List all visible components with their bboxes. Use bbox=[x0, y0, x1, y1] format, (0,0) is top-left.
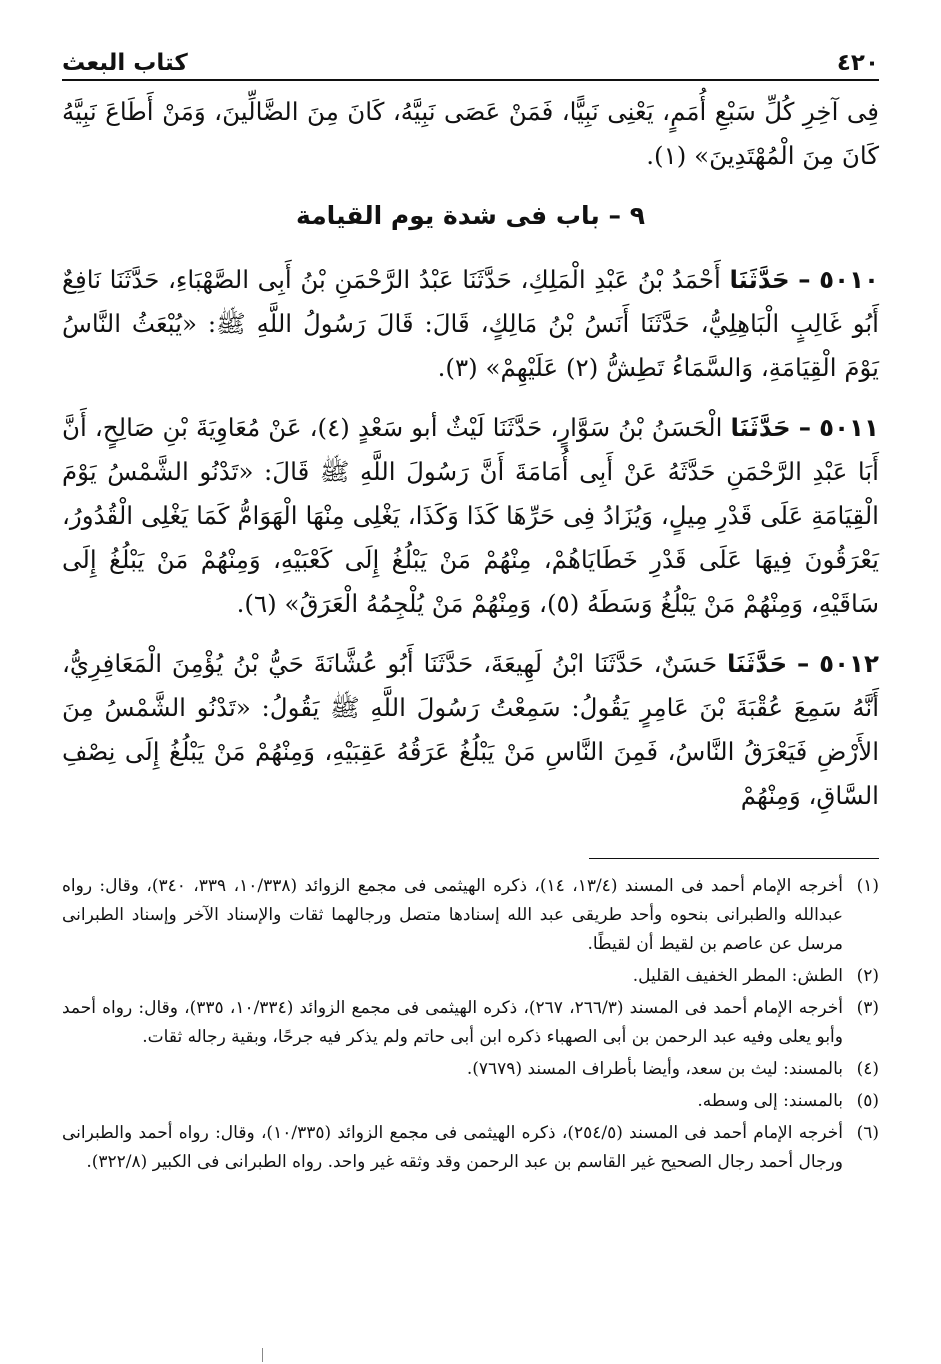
footnote-number: (٢) bbox=[856, 966, 879, 986]
hadith-lead: حَدَّثَنَا bbox=[730, 413, 791, 442]
footnote-text: الطش: المطر الخفيف القليل. bbox=[632, 966, 843, 986]
main-text bbox=[62, 90, 879, 834]
hadith-lead: حَدَّثَنَا bbox=[726, 649, 788, 678]
hadith-lead: حَدَّثَنَا bbox=[729, 265, 790, 294]
footnote-text: بالمسند: إلى وسطه. bbox=[697, 1091, 843, 1111]
hadith-text: حَسَنٌ، حَدَّثَنَا ابْنُ لَهِيعَةَ، حَدَّثَنَا أَبُو عُشَّانَةَ حَيُّ بْنُ يُؤْمِنَ الْمَعَافِرِيُّ، أَنَّهُ سَمِعَ عُقْبَةَ بْنَ عَامِرٍ يَقُولُ: سَمِعْتُ رَسُولَ اللَّهِ ﷺ يَقُولُ: «تَدْنُو الشَّمْسُ مِنَ الأَرْضِ فَيَعْرَقُ النَّاسُ، فَمِنَ النَّاسِ مَنْ يَبْلُغُ عَرَقُهُ عَقِبَيْهِ، وَمِنْهُمْ مَنْ يَبْلُغُ إِلَى نِصْفِ السَّاقِ، وَمِنْهُمْ bbox=[62, 649, 879, 810]
hadith-text: الْحَسَنُ بْنُ سَوَّارٍ، حَدَّثَنَا لَيْثٌ أبو سَعْدٍ (٤)، عَنْ مُعَاوِيَةَ بْنِ صَالِحٍ، أَنَّ أَبَا عَبْدِ الرَّحْمَنِ حَدَّثَهُ عَنْ أَبِى أُمَامَةَ أَنَّ رَسُولَ اللَّهِ ﷺ قَالَ: «تَدْنُو الشَّمْسُ يَوْمَ الْقِيَامَةِ عَلَى قَدْرِ مِيلٍ، وَيُزَادُ فِى حَرِّهَا كَذَا وَكَذَا، يَغْلِى مِنْهَا الْهَوَامُّ كَمَا يَغْلِى الْقُدُورُ، يَعْرَقُونَ فِيهَا عَلَى قَدْرِ خَطَايَاهُمْ، مِنْهُمْ مَنْ يَبْلُغُ إِلَى كَعْبَيْهِ، وَمِنْهُمْ مَنْ يَبْلُغُ إِلَى سَاقَيْهِ، وَمِنْهُمْ مَنْ يَبْلُغُ وَسَطَهُ (٥)، وَمِنْهُمْ مَنْ يُلْجِمُهُ الْعَرَقُ» (٦). bbox=[62, 413, 879, 618]
footnote-text: أخرجه الإمام أحمد فى المسند (٢٦٦/٣، ٢٦٧)، ذكره الهيثمى فى مجمع الزوائد (١٠/٣٣٤، ٣٣٥)، وقال: رواه أحمد وأبو يعلى وفيه عبد الرحمن بن أبى الصهباء ذكره ابن أبى حاتم ولم يذكر فيه جرحًا، وبقية رجاله ثقات. bbox=[62, 998, 843, 1047]
footnotes bbox=[62, 872, 879, 1180]
footnote-2 bbox=[62, 962, 879, 991]
footnote-number: (٦) bbox=[856, 1123, 879, 1143]
hadith-5012 bbox=[62, 642, 879, 818]
hadith-number: ٥٠١١ bbox=[819, 413, 879, 442]
hadith-dash: – bbox=[798, 413, 812, 442]
hadith-text: أَحْمَدُ بْنُ عَبْدِ الْمَلِكِ، حَدَّثَنَا عَبْدُ الرَّحْمَنِ بْنُ أَبِى الصَّهْبَاءِ، حَدَّثَنَا نَافِعٌ أَبُو غَالِبٍ الْبَاهِلِيُّ، حَدَّثَنَا أَنَسُ بْنُ مَالِكٍ، قَالَ: قَالَ رَسُولُ اللَّهِ ﷺ: «يُبْعَثُ النَّاسُ يَوْمَ الْقِيَامَةِ، وَالسَّمَاءُ تَطِشُّ (٢) عَلَيْهِمْ» (٣). bbox=[62, 265, 879, 382]
footnote-1 bbox=[62, 872, 879, 959]
footnote-text: أخرجه الإمام أحمد فى المسند (١٣/٤، ١٤)، ذكره الهيثمى فى مجمع الزوائد (١٠/٣٣٨، ٣٣٩، ٣٤٠)، وقال: رواه عبدالله والطبرانى بنحوه وأحد طريقى عبد الله إسنادها متصل ورجالهما ثقات والإسناد الآخر وإسناد الطبرانى مرسل عن عاصم بن لقيط أن لقيطًا. bbox=[62, 876, 844, 954]
footnote-number: (٤) bbox=[856, 1059, 879, 1079]
header-rule bbox=[62, 79, 879, 81]
footnote-number: (٥) bbox=[856, 1091, 879, 1111]
hadith-5010 bbox=[62, 258, 879, 390]
footnote-text: بالمسند: ليث بن سعد، وأيضا بأطراف المسند (٧٦٧٩). bbox=[466, 1059, 843, 1079]
chapter-heading: ٩ – باب فى شدة يوم القيامة bbox=[296, 201, 645, 230]
hadith-5011 bbox=[62, 406, 879, 626]
footnote-4 bbox=[62, 1055, 879, 1084]
hadith-dash: – bbox=[797, 649, 810, 678]
page-header bbox=[62, 40, 879, 76]
footnote-5 bbox=[62, 1087, 879, 1116]
continuation-paragraph: فِى آخِرِ كُلِّ سَبْعِ أُمَمٍ، يَعْنِى نَبِيًّا، فَمَنْ عَصَى نَبِيَّهُ، كَانَ مِنَ الضَّالِّينَ، وَمَنْ أَطَاعَ نَبِيَّهُ كَانَ مِنَ الْمُهْتَدِينَ» (١). bbox=[62, 97, 879, 170]
footnote-number: (٣) bbox=[856, 998, 879, 1018]
footnote-text: أخرجه الإمام أحمد فى المسند (٢٥٤/٥)، ذكره الهيثمى فى مجمع الزوائد (١٠/٣٣٥)، وقال: رواه أحمد والطبرانى ورجال أحمد رجال الصحيح غير القاسم بن عبد الرحمن وقد وثقه غير واحد. رواه الطبرانى فى الكبير (٣٢٢/٨). bbox=[62, 1123, 843, 1172]
footnote-3 bbox=[62, 994, 879, 1052]
book-title: كتاب البعث bbox=[62, 50, 188, 76]
hadith-number: ٥٠١٢ bbox=[819, 649, 879, 678]
footnote-number: (١) bbox=[856, 876, 880, 896]
footnote-rule bbox=[589, 858, 879, 859]
scan-mark bbox=[262, 1348, 263, 1362]
page-number: ٤٢٠ bbox=[836, 50, 879, 76]
hadith-dash: – bbox=[798, 265, 811, 294]
hadith-number: ٥٠١٠ bbox=[819, 265, 879, 294]
footnote-6 bbox=[62, 1119, 879, 1177]
